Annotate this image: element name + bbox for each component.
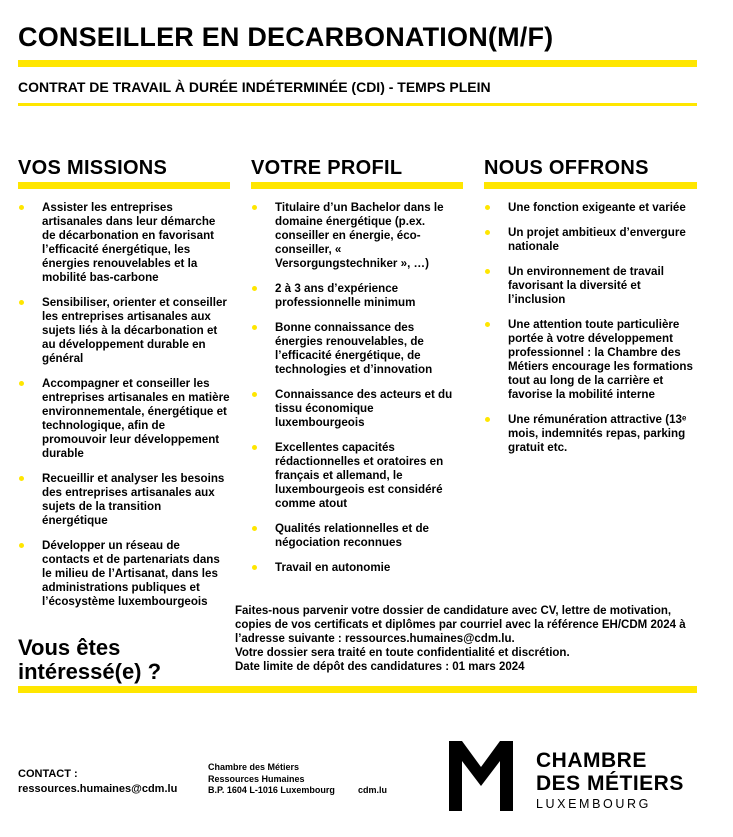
postal-address (208, 762, 335, 797)
cdm-logo-text (536, 749, 684, 811)
logo-line-3: LUXEMBOURG (536, 797, 651, 811)
address-line: Chambre des Métiers (208, 762, 300, 772)
offre-column (484, 156, 697, 466)
section-divider (18, 686, 697, 693)
bullet-icon (252, 445, 257, 450)
bullet-icon (485, 269, 490, 274)
list-item: Travail en autonomie (251, 561, 463, 575)
list-item: Titulaire d’un Bachelor dans le domaine énergétique (p.ex. conseiller en énergie, éco-conseiller, « Versorgungstechniker », …) (251, 201, 463, 271)
missions-list (18, 201, 230, 609)
list-item: Accompagner et conseiller les entreprises artisanales en matière environnementale, énergétique et technologique, afin de promouvoir leur développement durable (18, 377, 230, 461)
logo-line-1: CHAMBRE (536, 749, 647, 772)
interest-line-2: intéressé(e) ? (18, 659, 162, 684)
list-item: Une attention toute particulière portée à votre développement professionnel : la Chambre des Métiers encourage les formations tout au long de la carrière et favorise la mobilité interne (484, 318, 697, 402)
missions-underline (18, 182, 230, 189)
page-title: CONSEILLER EN DECARBONATION(M/F) (18, 22, 554, 52)
profil-heading: VOTRE PROFIL (251, 157, 403, 179)
missions-heading: VOS MISSIONS (18, 157, 168, 179)
bullet-icon (252, 392, 257, 397)
list-item: Sensibiliser, orienter et conseiller les entreprises artisanales aux sujets liés à la décarbonation et au développement durable en général (18, 296, 230, 366)
logo-line-2: DES MÉTIERS (536, 772, 684, 795)
bullet-icon (19, 543, 24, 548)
bullet-icon (19, 300, 24, 305)
bullet-icon (19, 381, 24, 386)
list-item: Un environnement de travail favorisant la diversité et l’inclusion (484, 265, 697, 307)
bullet-icon (252, 565, 257, 570)
bullet-icon (252, 526, 257, 531)
missions-column (18, 156, 230, 620)
list-item: Excellentes capacités rédactionnelles et oratoires en français et allemand, le luxembourgeois est considéré comme atout (251, 441, 463, 511)
deadline-text: Date limite de dépôt des candidatures : 01 mars 2024 (235, 661, 525, 673)
interest-line-1: Vous êtes (18, 635, 121, 660)
application-instructions (235, 604, 705, 674)
contact-email-link[interactable]: ressources.humaines@cdm.lu (18, 783, 178, 795)
bullet-icon (485, 230, 490, 235)
bullet-icon (252, 286, 257, 291)
bullet-icon (252, 205, 257, 210)
subtitle-underline (18, 103, 697, 106)
address-line: B.P. 1604 L-1016 Luxembourg (208, 785, 335, 795)
list-item: Développer un réseau de contacts et de partenariats dans le milieu de l’Artisanat, dans les administrations publiques et l’écosystème luxembourgeois (18, 539, 230, 609)
bullet-icon (485, 322, 490, 327)
profil-column (251, 156, 463, 586)
offre-heading: NOUS OFFRONS (484, 157, 649, 179)
offre-list (484, 201, 697, 455)
bullet-icon (485, 417, 490, 422)
interest-heading (18, 636, 161, 684)
cdm-logo-icon (449, 741, 513, 816)
list-item: Qualités relationnelles et de négociation reconnues (251, 522, 463, 550)
address-line: Ressources Humaines (208, 773, 305, 784)
bullet-icon (19, 205, 24, 210)
profil-underline (251, 182, 463, 189)
list-item: Un projet ambitieux d’envergure nationale (484, 226, 697, 254)
list-item: 2 à 3 ans d’expérience professionnelle minimum (251, 282, 463, 310)
application-text: Faites-nous parvenir votre dossier de candidature avec CV, lettre de motivation, copies de vos certificats et diplômes par courriel avec la référence EH/CDM 2024 à l’adresse suivante : ressources.humaines@cdm.lu. (235, 605, 686, 645)
website-link[interactable]: cdm.lu (358, 785, 388, 795)
list-item: Assister les entreprises artisanales dans leur démarche de décarbonation en favorisant l’efficacité énergétique, les énergies renouvelables et la mobilité bas-carbone (18, 201, 230, 285)
bullet-icon (485, 205, 490, 210)
list-item: Une rémunération attractive (13ᵉ mois, indemnités repas, parking gratuit etc. (484, 413, 697, 455)
contract-type: CONTRAT DE TRAVAIL À DURÉE INDÉTERMINÉE (CDI) - TEMPS PLEIN (18, 79, 491, 95)
list-item: Une fonction exigeante et variée (484, 201, 697, 215)
list-item: Connaissance des acteurs et du tissu économique luxembourgeois (251, 388, 463, 430)
list-item: Bonne connaissance des énergies renouvelables, de l’efficacité énergétique, de technologies et d’innovation (251, 321, 463, 377)
contact-label: CONTACT : (18, 768, 78, 780)
contact-block (18, 767, 177, 797)
bullet-icon (19, 476, 24, 481)
title-underline (18, 60, 697, 67)
bullet-icon (252, 325, 257, 330)
list-item: Recueillir et analyser les besoins des entreprises artisanales aux sujets de la transition énergétique (18, 472, 230, 528)
profil-list (251, 201, 463, 575)
offre-underline (484, 182, 697, 189)
confidentiality-text: Votre dossier sera traité en toute confidentialité et discrétion. (235, 647, 570, 659)
